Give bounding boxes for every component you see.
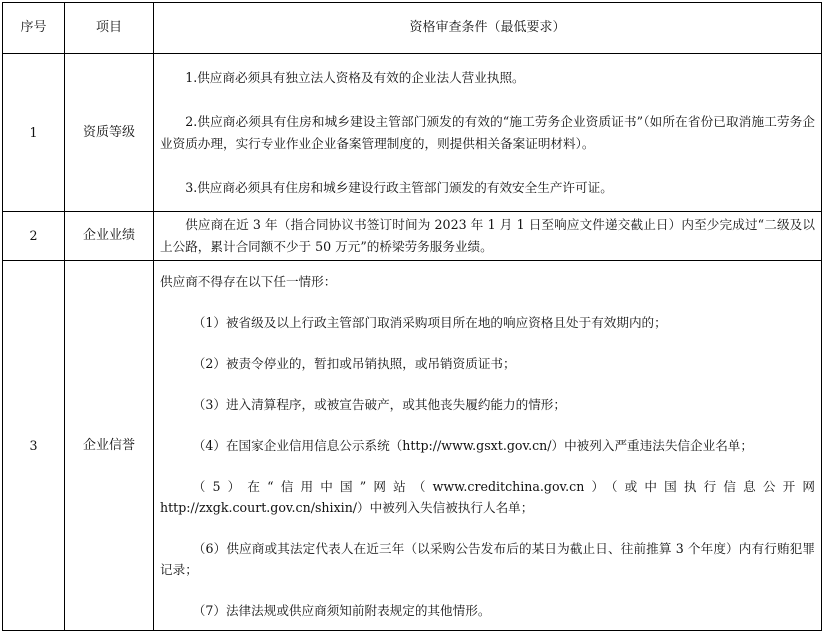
condition-item: （6）供应商或其法定代表人在近三年（以采购公告发布后的某日为截止日、往前推算 3 个年度）内有行贿犯罪记录； xyxy=(160,540,815,577)
condition-item: （5）在“信用中国”网站（www.creditchina.gov.cn）（或中国执行信息公开网 http://zxgk.court.gov.cn/shixin/）中被列入失信被执行人名单； xyxy=(160,478,815,515)
condition-item: （1）被省级及以上行政主管部门取消采购项目所在地的响应资格且处于有效期内的； xyxy=(192,314,667,330)
row-conditions xyxy=(154,54,822,212)
qualification-table xyxy=(2,2,822,631)
row-num: 1 xyxy=(3,54,65,212)
table-header-row xyxy=(3,3,822,54)
row-item: 资质等级 xyxy=(65,54,154,212)
row-num: 3 xyxy=(3,261,65,631)
row-num: 2 xyxy=(3,212,65,261)
condition-item: （7）法律法规或供应商须知前附表规定的其他情形。 xyxy=(192,602,491,618)
header-item: 项目 xyxy=(65,3,154,54)
table-row xyxy=(3,54,822,212)
row-item: 企业信誉 xyxy=(65,261,154,631)
condition-paragraph: 1.供应商必须具有独立法人资格及有效的企业法人营业执照。 xyxy=(185,69,525,85)
condition-lead: 供应商不得存在以下任一情形： xyxy=(160,273,337,289)
condition-paragraph: 2.供应商必须具有住房和城乡建设主管部门颁发的有效的“施工劳务企业资质证书”（如所在省份已取消施工劳务企业资质办理，实行专业作业企业备案管理制度的，则提供相关备案证明材料）。 xyxy=(160,113,815,151)
condition-item: （3）进入清算程序，或被宣告破产，或其他丧失履约能力的情形； xyxy=(192,396,566,412)
row-conditions xyxy=(154,212,822,261)
row-item: 企业业绩 xyxy=(65,212,154,261)
condition-item: （2）被责令停业的，暂扣或吊销执照，或吊销资质证书； xyxy=(192,355,516,371)
header-num: 序号 xyxy=(3,3,65,54)
table-row xyxy=(3,261,822,631)
condition-paragraph: 3.供应商必须具有住房和城乡建设行政主管部门颁发的有效安全生产许可证。 xyxy=(185,179,613,195)
header-conditions: 资格审查条件（最低要求） xyxy=(154,3,822,54)
condition-item: （4）在国家企业信用信息公示系统（http://www.gsxt.gov.cn/）中被列入严重违法失信企业名单； xyxy=(192,437,753,453)
row-conditions xyxy=(154,261,822,631)
condition-paragraph: 供应商在近 3 年（指合同协议书签订时间为 2023 年 1 月 1 日至响应文件递交截止日）内至少完成过“二级及以上公路，累计合同额不少于 50 万元”的桥梁劳务服务业绩。 xyxy=(160,217,815,254)
table-row xyxy=(3,212,822,261)
